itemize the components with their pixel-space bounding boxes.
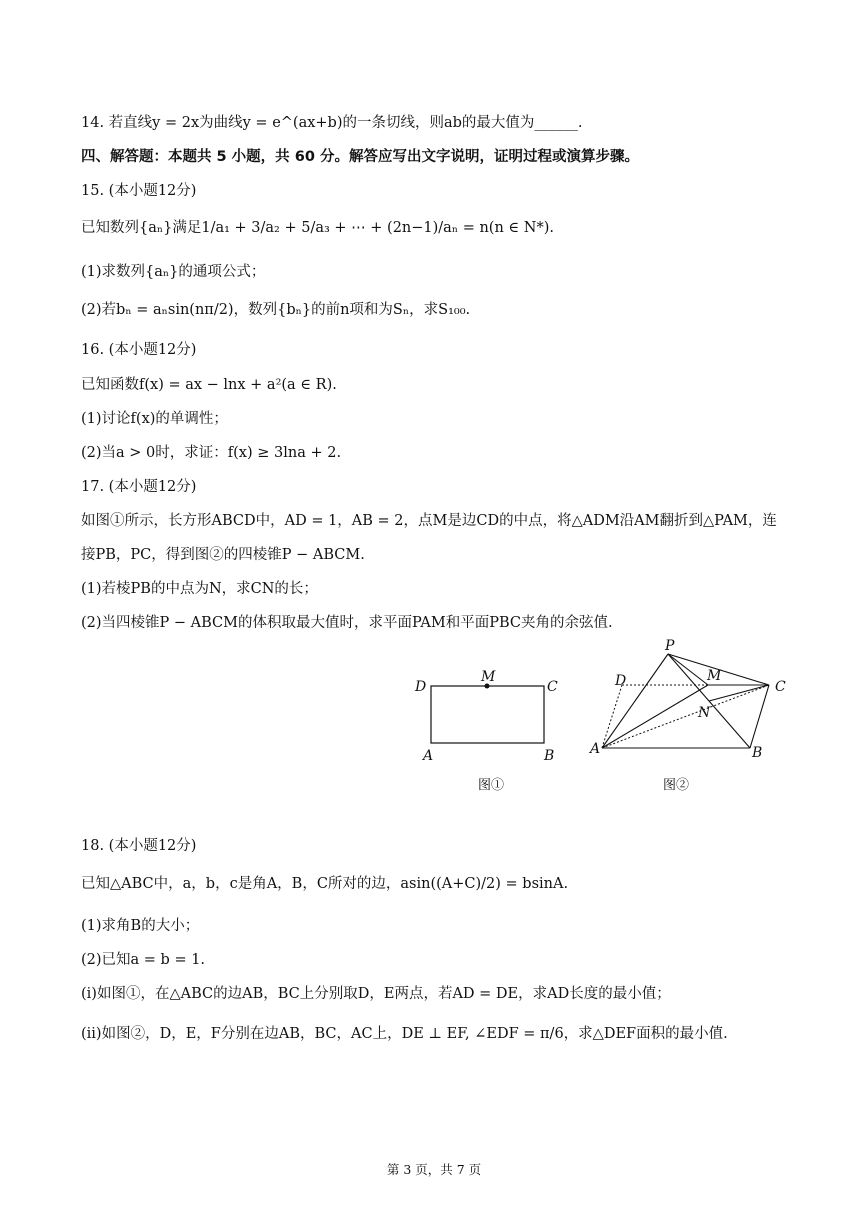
figure-1 <box>405 665 575 800</box>
figure-2-caption: 图② <box>663 778 690 793</box>
question-16-stem: 已知函数f(x) = ax − lnx + a²(a ∈ R). <box>81 377 337 393</box>
question-16-part2: (2)当a > 0时，求证：f(x) ≥ 3lna + 2. <box>81 445 342 461</box>
segment-nc <box>709 685 769 701</box>
question-14: 14. 若直线y = 2x为曲线y = e^(ax+b)的一条切线，则ab的最大值为______. <box>81 115 583 131</box>
question-15-stem: 已知数列{aₙ}满足1/a₁ + 3/a₂ + 5/a₃ + ⋯ + (2n−1)/aₙ = n(n ∈ N*). <box>81 220 554 236</box>
figure-1-caption: 图① <box>478 778 505 793</box>
edge-bc <box>750 685 769 748</box>
label-b: B <box>544 748 555 764</box>
label-a: A <box>590 741 601 757</box>
question-18-part2-ii: (ii)如图②，D，E，F分别在边AB，BC，AC上，DE ⊥ EF, ∠EDF = π/6，求△DEF面积的最小值. <box>81 1026 728 1042</box>
question-15-header: 15. (本小题12分) <box>81 183 197 199</box>
label-n: N <box>698 705 711 721</box>
question-16-header: 16. (本小题12分) <box>81 342 197 358</box>
label-c: C <box>775 679 786 695</box>
edge-pm <box>668 654 708 685</box>
question-17-header: 17. (本小题12分) <box>81 479 197 495</box>
label-d: D <box>615 673 627 689</box>
label-b: B <box>752 745 763 761</box>
figure-2 <box>585 635 795 800</box>
label-d: D <box>415 679 427 695</box>
label-m: M <box>707 668 722 684</box>
edge-am <box>602 685 708 748</box>
section-heading: 四、解答题：本题共 5 小题，共 60 分。解答应写出文字说明，证明过程或演算步骤。 <box>81 149 639 165</box>
edge-da-dashed <box>602 685 622 748</box>
label-p: P <box>665 638 675 654</box>
question-17-part2: (2)当四棱锥P − ABCM的体积取最大值时，求平面PAM和平面PBC夹角的余弦值. <box>81 615 613 631</box>
edge-pa <box>602 654 668 748</box>
question-18-part1: (1)求角B的大小； <box>81 918 200 934</box>
rectangle-abcd <box>431 686 544 743</box>
question-16-part1: (1)讨论f(x)的单调性； <box>81 411 228 427</box>
question-17-stem-2: 接PB，PC，得到图②的四棱锥P − ABCM. <box>81 547 365 563</box>
question-18-part2-i: (i)如图①，在△ABC的边AB，BC上分别取D，E两点，若AD = DE，求AD长度的最小值； <box>81 986 671 1002</box>
diagonal-ac-dashed <box>602 685 769 748</box>
label-a: A <box>423 748 434 764</box>
question-18-part2: (2)已知a = b = 1. <box>81 952 206 968</box>
page-footer: 第 3 页，共 7 页 <box>386 1162 482 1177</box>
question-15-part2: (2)若bₙ = aₙsin(nπ/2)，数列{bₙ}的前n项和为Sₙ，求S₁₀₀. <box>81 302 471 318</box>
label-m: M <box>481 669 496 685</box>
question-15-part1: (1)求数列{aₙ}的通项公式； <box>81 264 266 280</box>
question-17-stem-1: 如图①所示，长方形ABCD中，AD = 1，AB = 2，点M是边CD的中点，将△ADM沿AM翻折到△PAM，连 <box>81 513 777 529</box>
question-18-header: 18. (本小题12分) <box>81 838 197 854</box>
question-18-stem: 已知△ABC中，a，b，c是角A，B，C所对的边，asin((A+C)/2) = bsinA. <box>81 876 569 892</box>
label-c: C <box>547 679 558 695</box>
question-17-part1: (1)若棱PB的中点为N，求CN的长； <box>81 581 318 597</box>
